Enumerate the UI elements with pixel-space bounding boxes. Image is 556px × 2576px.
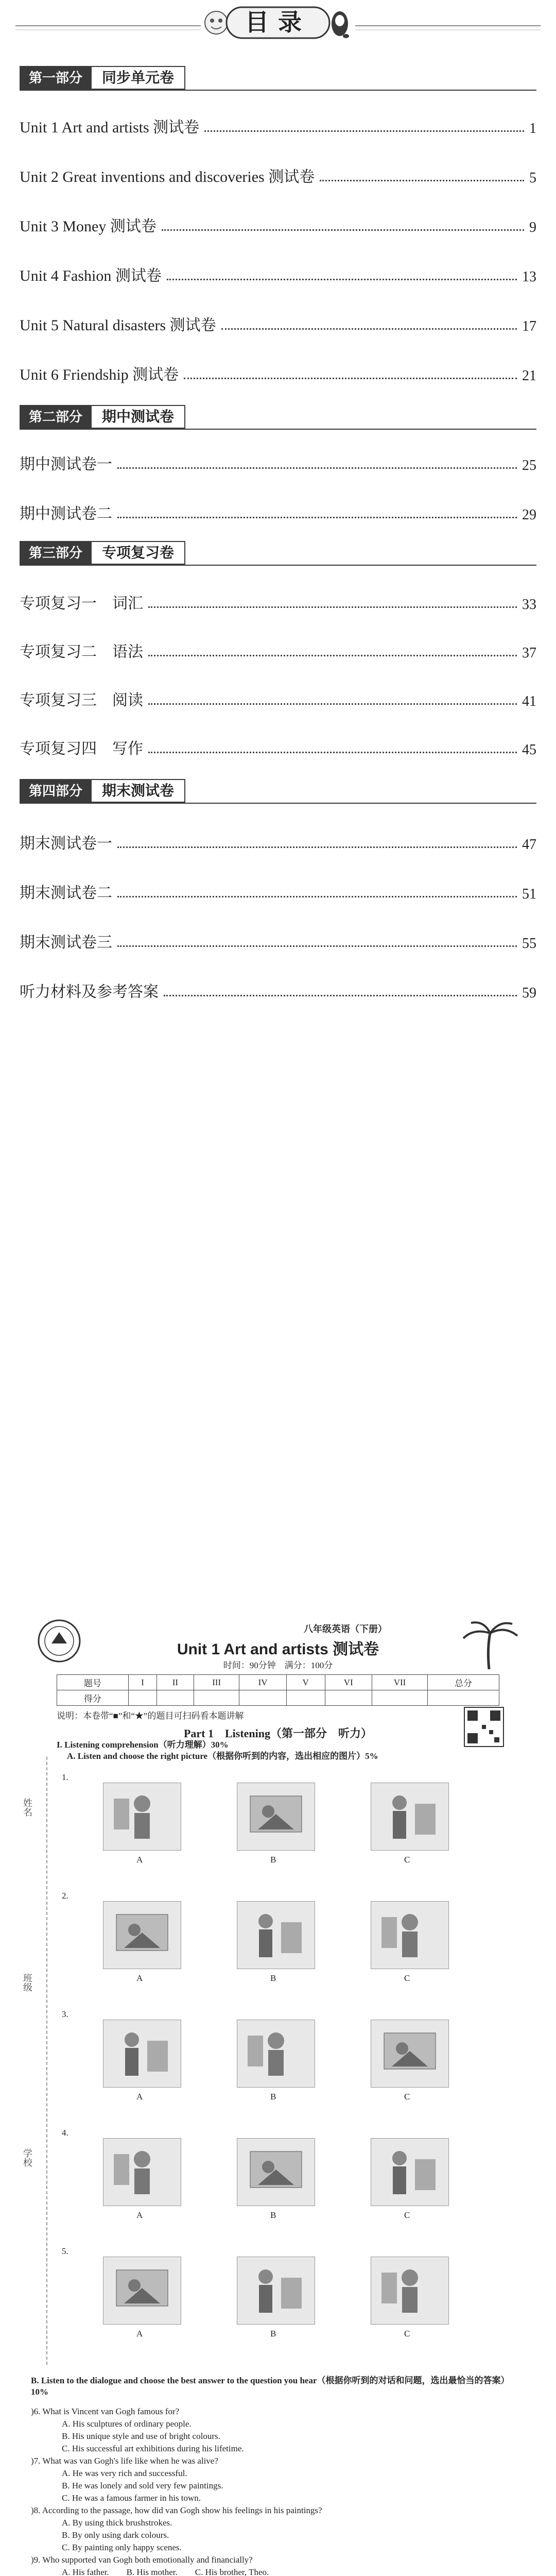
unit-title: Unit 1 Art and artists 测试卷 [177, 1641, 379, 1658]
toc-page-number: 9 [529, 219, 536, 235]
toc-leader [117, 846, 517, 848]
toc-leader [184, 378, 517, 379]
side-label-name: 姓名 [22, 1798, 32, 1817]
toc-row[interactable] [20, 166, 536, 187]
answer-picture[interactable] [371, 2020, 449, 2088]
page-title: 目录 [245, 9, 311, 36]
option-letter: B [270, 2329, 276, 2338]
toc-label: 期末测试卷一 [20, 835, 112, 852]
toc-row[interactable] [20, 116, 536, 137]
option-letter: B [270, 2210, 276, 2220]
question-number: 5. [62, 2246, 68, 2256]
toc-row[interactable] [20, 215, 536, 236]
toc-label: 专项复习三 阅读 [20, 692, 143, 709]
question-number: 2. [62, 1891, 68, 1901]
answer-option[interactable]: A. His father. B. His mother. C. His brother, Theo. [62, 2567, 269, 2576]
toc-row[interactable] [20, 931, 536, 952]
toc-page-number: 47 [522, 837, 536, 853]
toc-leader [117, 467, 517, 469]
toc-label: 期末测试卷二 [20, 885, 112, 902]
score-table [57, 1674, 499, 1706]
answer-picture[interactable] [237, 2138, 315, 2206]
toc-leader [164, 995, 517, 996]
section-name: 专项复习卷 [92, 541, 185, 565]
answer-picture[interactable] [371, 2138, 449, 2206]
score-input-cell[interactable] [325, 1690, 372, 1706]
toc-row[interactable] [20, 364, 536, 384]
section-divider [20, 429, 536, 430]
score-table-score-row [57, 1690, 499, 1706]
side-label-class: 班级 [22, 1973, 32, 1992]
section-tag: 第三部分 [20, 541, 92, 565]
score-cell: 得分 [57, 1690, 129, 1706]
section-divider [20, 803, 536, 804]
score-cell: III [194, 1675, 239, 1690]
score-input-cell[interactable] [128, 1690, 157, 1706]
question-stem: )8. According to the passage, how did van Gogh show his feelings in his paintings? [31, 2505, 322, 2515]
section-name: 期末测试卷 [92, 779, 185, 803]
answer-option[interactable]: A. His sculptures of ordinary people. [62, 2419, 192, 2429]
toc-leader [148, 752, 517, 753]
section-name: 期中测试卷 [92, 405, 185, 429]
option-letter: B [270, 2092, 276, 2102]
score-cell: V [286, 1675, 325, 1690]
score-input-cell[interactable] [194, 1690, 239, 1706]
toc-row[interactable] [20, 641, 536, 662]
section-head-3 [20, 541, 185, 565]
answer-option[interactable]: B. His unique style and use of bright colours. [62, 2431, 220, 2441]
toc-page-number: 33 [522, 597, 536, 613]
score-cell: VII [372, 1675, 427, 1690]
grade-label: 八年级英语（下册） [304, 1624, 387, 1634]
score-cell: II [157, 1675, 194, 1690]
toc-leader [117, 517, 517, 518]
section-tag: 第二部分 [20, 405, 92, 429]
score-input-cell[interactable] [286, 1690, 325, 1706]
toc-page-number: 17 [522, 318, 536, 334]
option-letter: A [136, 1855, 143, 1865]
score-cell: 题号 [57, 1675, 129, 1690]
toc-page-number: 37 [522, 645, 536, 661]
toc-page-number: 21 [522, 368, 536, 384]
toc-row[interactable] [20, 592, 536, 613]
toc-page-number: 13 [522, 269, 536, 285]
toc-row[interactable] [20, 882, 536, 903]
score-input-cell[interactable] [157, 1690, 194, 1706]
section-head-2 [20, 405, 185, 429]
toc-label: 听力材料及参考答案 [20, 984, 159, 1001]
score-input-cell[interactable] [372, 1690, 427, 1706]
section-tag: 第四部分 [20, 779, 92, 803]
section-head-4 [20, 779, 185, 803]
score-cell: VI [325, 1675, 372, 1690]
toc-row[interactable] [20, 314, 536, 335]
option-letter: C [404, 1855, 410, 1865]
toc-leader [221, 328, 517, 330]
toc-label: Unit 6 Friendship 测试卷 [20, 366, 179, 383]
question-number: 4. [62, 2128, 68, 2138]
toc-leader [148, 655, 517, 656]
answer-picture[interactable] [237, 2257, 315, 2325]
section-tag: 第一部分 [20, 66, 92, 90]
toc-row[interactable] [20, 453, 536, 474]
toc-label: Unit 4 Fashion 测试卷 [20, 267, 162, 284]
toc-page-number: 41 [522, 693, 536, 709]
toc-row[interactable] [20, 265, 536, 285]
question-stem: )6. What is Vincent van Gogh famous for? [31, 2406, 180, 2416]
toc-leader [162, 229, 524, 231]
toc-leader [117, 896, 517, 897]
section-I-heading: I. Listening comprehension（听力理解）30% [57, 1740, 229, 1750]
section-B-questions [31, 2406, 525, 2576]
section-divider [20, 565, 536, 566]
option-letter: C [404, 2210, 410, 2220]
answer-picture[interactable] [103, 1901, 181, 1969]
time-score-info: 时间：90分钟 满分：100分 [223, 1660, 333, 1670]
toc-leader [204, 130, 524, 132]
binding-line [46, 1757, 47, 2365]
option-letter: C [404, 2329, 410, 2338]
answer-picture[interactable] [237, 2020, 315, 2088]
toc-label: 专项复习二 语法 [20, 643, 143, 660]
toc-label: Unit 2 Great inventions and discoveries 测试卷 [20, 168, 315, 185]
answer-option[interactable]: B. He was lonely and sold very few paintings. [62, 2481, 223, 2490]
toc-label: 专项复习一 词汇 [20, 595, 143, 612]
section-divider [20, 90, 536, 91]
option-letter: A [136, 2210, 143, 2220]
toc-page-number: 1 [529, 121, 536, 137]
answer-picture[interactable] [371, 1783, 449, 1851]
answer-option[interactable]: C. By painting only happy scenes. [62, 2543, 182, 2552]
part1-heading: Part 1 Listening（第一部分 听力） [183, 1727, 373, 1740]
toc-label: 专项复习四 写作 [20, 740, 143, 757]
answer-option[interactable]: B. By only using dark colours. [62, 2530, 169, 2540]
option-letter: B [270, 1973, 276, 1983]
toc-page-number: 59 [522, 985, 536, 1001]
toc-label: Unit 3 Money 测试卷 [20, 218, 157, 235]
question-number: 1. [62, 1772, 68, 1782]
answer-option[interactable]: A. He was very rich and successful. [62, 2468, 187, 2478]
toc-leader [320, 180, 524, 181]
score-input-cell[interactable] [428, 1690, 499, 1706]
score-cell: 总分 [428, 1675, 499, 1690]
header-band [0, 0, 556, 52]
option-letter: A [136, 2092, 143, 2102]
option-letter: C [404, 2092, 410, 2102]
score-input-cell[interactable] [239, 1690, 286, 1706]
score-cell: IV [239, 1675, 286, 1690]
answer-picture[interactable] [103, 2257, 181, 2325]
toc-leader [167, 279, 517, 280]
answer-picture[interactable] [103, 2138, 181, 2206]
toc-page-number: 51 [522, 886, 536, 902]
answer-option[interactable]: C. His successful art exhibitions during his lifetime. [62, 2444, 244, 2453]
toc-page-number: 45 [522, 742, 536, 758]
option-letter: B [270, 1855, 276, 1865]
toc-label: 期末测试卷三 [20, 934, 112, 951]
toc-page-number: 55 [522, 936, 536, 952]
answer-picture[interactable] [103, 1783, 181, 1851]
answer-option[interactable]: A. By using thick brushstrokes. [62, 2518, 172, 2528]
toc-page-number: 25 [522, 457, 536, 473]
answer-option[interactable]: C. He was a famous farmer in his town. [62, 2493, 201, 2503]
toc-page-number: 29 [522, 507, 536, 523]
side-label-school: 学校 [22, 2148, 32, 2167]
question-stem: )9. Who supported van Gogh both emotionally and financially? [31, 2555, 253, 2565]
toc-row[interactable] [20, 503, 536, 523]
palm-tree-icon [453, 1618, 525, 1674]
section-name: 同步单元卷 [92, 66, 185, 90]
toc-row[interactable] [20, 981, 536, 1002]
answer-picture[interactable] [371, 1901, 449, 1969]
toc-label: 期中测试卷一 [20, 456, 112, 473]
answer-picture[interactable] [237, 1901, 315, 1969]
answer-picture[interactable] [371, 2257, 449, 2325]
toc-row[interactable] [20, 689, 536, 710]
toc-leader [148, 703, 517, 705]
test-page [0, 1602, 556, 2576]
toc-label: Unit 1 Art and artists 测试卷 [20, 119, 200, 136]
score-cell: I [128, 1675, 157, 1690]
toc-leader [117, 945, 517, 947]
school-emblem-icon [36, 1618, 82, 1664]
title-box [206, 4, 350, 40]
option-letter: A [136, 1973, 143, 1983]
option-letter: C [404, 1973, 410, 1983]
toc-label: Unit 5 Natural disasters 测试卷 [20, 317, 216, 334]
answer-picture[interactable] [237, 1783, 315, 1851]
section-head-1 [20, 66, 185, 90]
score-table-header-row [57, 1675, 499, 1690]
question-stem: )7. What was van Gogh's life like when he was alive? [31, 2456, 218, 2466]
question-number: 3. [62, 2009, 68, 2019]
toc-leader [148, 606, 517, 608]
option-letter: A [136, 2329, 143, 2338]
section-B-heading: B. Listen to the dialogue and choose the best answer to the question you hear（根据你听到的对话和问题，选出最恰当的答案）10% [31, 2376, 510, 2397]
toc-page-number: 5 [529, 170, 536, 186]
toc-row[interactable] [20, 738, 536, 758]
toc-row[interactable] [20, 833, 536, 853]
toc-label: 期中测试卷二 [20, 505, 112, 522]
scan-note: 说明：本卷带“■”和“★”的题目可扫码看本题讲解 [57, 1711, 244, 1721]
section-A-heading: A. Listen and choose the right picture（根据你听到的内容，选出相应的图片）5% [67, 1751, 378, 1761]
answer-picture[interactable] [103, 2020, 181, 2088]
